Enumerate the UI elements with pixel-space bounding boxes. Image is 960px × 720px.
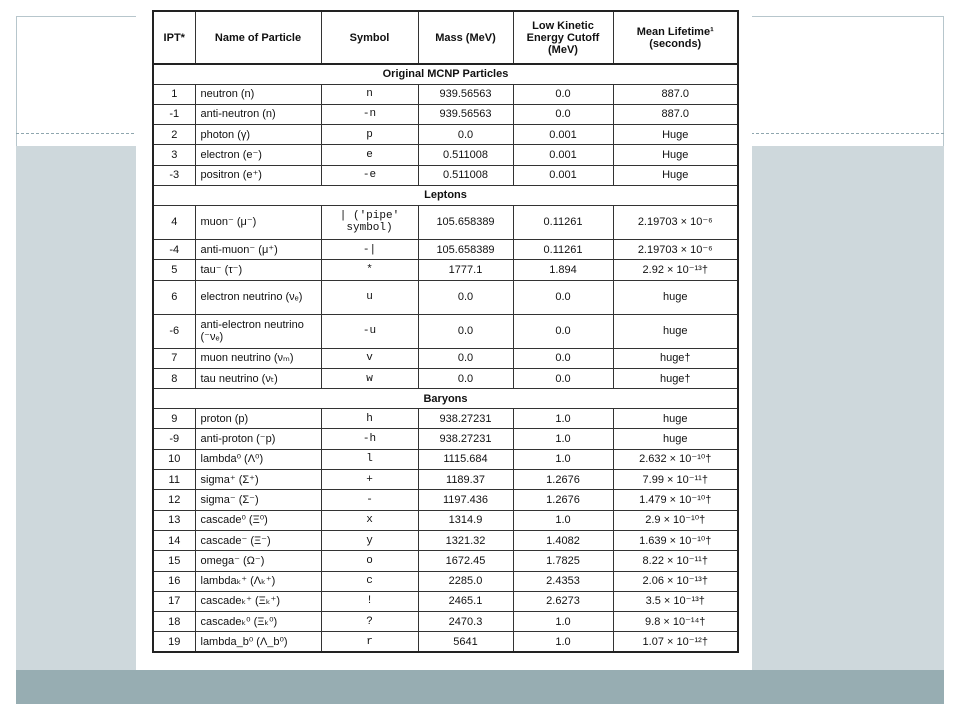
cell-lifetime: 2.06 × 10⁻¹³†	[613, 571, 738, 591]
cell-symbol: h	[321, 409, 418, 429]
cell-symbol: e	[321, 145, 418, 165]
cell-mass: 0.0	[418, 368, 513, 388]
cell-name: muon⁻ (μ⁻)	[195, 205, 321, 239]
cell-symbol: r	[321, 632, 418, 652]
cell-name: tau neutrino (νₜ)	[195, 368, 321, 388]
cell-ipt: 11	[153, 470, 195, 490]
cell-symbol: x	[321, 510, 418, 530]
cell-ipt: 10	[153, 449, 195, 469]
table-row	[153, 368, 738, 388]
header-lifetime: Mean Lifetime¹ (seconds)	[613, 11, 738, 64]
cell-mass: 0.0	[418, 280, 513, 314]
header-symbol: Symbol	[321, 11, 418, 64]
cell-name: proton (p)	[195, 409, 321, 429]
cell-lifetime: huge	[613, 280, 738, 314]
cell-symbol: c	[321, 571, 418, 591]
cell-mass: 0.0	[418, 348, 513, 368]
table-row	[153, 571, 738, 591]
cell-lifetime: 1.07 × 10⁻¹²†	[613, 632, 738, 652]
section-header-row	[153, 64, 738, 84]
cell-lifetime: 2.19703 × 10⁻⁶	[613, 205, 738, 239]
table-row	[153, 314, 738, 348]
cell-cutoff: 0.0	[513, 314, 613, 348]
cell-symbol: -h	[321, 429, 418, 449]
table-row	[153, 84, 738, 104]
cell-mass: 1197.436	[418, 490, 513, 510]
cell-ipt: 3	[153, 145, 195, 165]
table-row	[153, 551, 738, 571]
cell-ipt: 4	[153, 205, 195, 239]
cell-ipt: 15	[153, 551, 195, 571]
table-body	[153, 64, 738, 652]
cell-cutoff: 0.0	[513, 280, 613, 314]
slide-footer-bar	[16, 670, 944, 704]
header-ipt: IPT*	[153, 11, 195, 64]
cell-lifetime: 2.632 × 10⁻¹⁰†	[613, 449, 738, 469]
cell-cutoff: 1.0	[513, 632, 613, 652]
table-row	[153, 165, 738, 185]
cell-cutoff: 1.0	[513, 510, 613, 530]
table-row	[153, 409, 738, 429]
section-header-row	[153, 389, 738, 409]
cell-name: anti-electron neutrino (⁻νₑ)	[195, 314, 321, 348]
cell-ipt: 7	[153, 348, 195, 368]
cell-ipt: -4	[153, 239, 195, 259]
cell-lifetime: 1.479 × 10⁻¹⁰†	[613, 490, 738, 510]
cell-name: sigma⁻ (Σ⁻)	[195, 490, 321, 510]
table-row	[153, 429, 738, 449]
cell-symbol: w	[321, 368, 418, 388]
cell-ipt: 14	[153, 530, 195, 550]
table-row	[153, 490, 738, 510]
cell-name: lambdaₖ⁺ (Λₖ⁺)	[195, 571, 321, 591]
cell-cutoff: 0.11261	[513, 205, 613, 239]
cell-symbol: n	[321, 84, 418, 104]
cell-cutoff: 0.001	[513, 165, 613, 185]
cell-lifetime: 887.0	[613, 84, 738, 104]
cell-symbol: p	[321, 125, 418, 145]
cell-symbol: u	[321, 280, 418, 314]
cell-lifetime: 2.9 × 10⁻¹⁰†	[613, 510, 738, 530]
table-row	[153, 530, 738, 550]
header-cutoff: Low Kinetic Energy Cutoff (MeV)	[513, 11, 613, 64]
cell-mass: 0.0	[418, 314, 513, 348]
cell-mass: 939.56563	[418, 104, 513, 124]
cell-mass: 2470.3	[418, 612, 513, 632]
cell-ipt: 19	[153, 632, 195, 652]
cell-symbol: y	[321, 530, 418, 550]
cell-name: sigma⁺ (Σ⁺)	[195, 470, 321, 490]
cell-symbol: o	[321, 551, 418, 571]
cell-lifetime: huge	[613, 314, 738, 348]
cell-symbol: | ('pipe' symbol)	[321, 205, 418, 239]
cell-name: cascade⁻ (Ξ⁻)	[195, 530, 321, 550]
cell-name: tau⁻ (τ⁻)	[195, 260, 321, 280]
cell-lifetime: 1.639 × 10⁻¹⁰†	[613, 530, 738, 550]
cell-lifetime: 8.22 × 10⁻¹¹†	[613, 551, 738, 571]
cell-mass: 938.27231	[418, 429, 513, 449]
cell-ipt: -3	[153, 165, 195, 185]
table-row	[153, 104, 738, 124]
table-row	[153, 510, 738, 530]
cell-mass: 939.56563	[418, 84, 513, 104]
cell-cutoff: 1.2676	[513, 490, 613, 510]
cell-ipt: 5	[153, 260, 195, 280]
cell-mass: 105.658389	[418, 205, 513, 239]
cell-name: lambda⁰ (Λ⁰)	[195, 449, 321, 469]
cell-ipt: 1	[153, 84, 195, 104]
table-row	[153, 205, 738, 239]
cell-name: positron (e⁺)	[195, 165, 321, 185]
section-header-row	[153, 185, 738, 205]
header-name: Name of Particle	[195, 11, 321, 64]
cell-cutoff: 0.0	[513, 104, 613, 124]
cell-cutoff: 1.7825	[513, 551, 613, 571]
table-row	[153, 260, 738, 280]
cell-ipt: 12	[153, 490, 195, 510]
table-header-row	[153, 11, 738, 64]
cell-name: cascadeₖ⁰ (Ξₖ⁰)	[195, 612, 321, 632]
cell-cutoff: 0.0	[513, 348, 613, 368]
table-row	[153, 449, 738, 469]
cell-mass: 938.27231	[418, 409, 513, 429]
cell-name: lambda_b⁰ (Λ_b⁰)	[195, 632, 321, 652]
cell-ipt: 16	[153, 571, 195, 591]
cell-lifetime: 3.5 × 10⁻¹³†	[613, 591, 738, 611]
cell-lifetime: Huge	[613, 145, 738, 165]
cell-symbol: -n	[321, 104, 418, 124]
cell-mass: 0.511008	[418, 165, 513, 185]
cell-name: electron neutrino (νₑ)	[195, 280, 321, 314]
cell-symbol: v	[321, 348, 418, 368]
cell-name: anti-muon⁻ (μ⁺)	[195, 239, 321, 259]
cell-symbol: -	[321, 490, 418, 510]
cell-lifetime: huge	[613, 409, 738, 429]
cell-lifetime: Huge	[613, 125, 738, 145]
cell-mass: 0.511008	[418, 145, 513, 165]
table-row	[153, 280, 738, 314]
cell-mass: 1777.1	[418, 260, 513, 280]
cell-mass: 2465.1	[418, 591, 513, 611]
section-title: Original MCNP Particles	[153, 64, 738, 84]
table-row	[153, 470, 738, 490]
cell-cutoff: 1.4082	[513, 530, 613, 550]
cell-cutoff: 2.6273	[513, 591, 613, 611]
cell-cutoff: 1.0	[513, 429, 613, 449]
cell-ipt: 8	[153, 368, 195, 388]
cell-cutoff: 1.0	[513, 409, 613, 429]
cell-cutoff: 1.0	[513, 612, 613, 632]
cell-ipt: 2	[153, 125, 195, 145]
cell-name: anti-proton (⁻p)	[195, 429, 321, 449]
cell-symbol: *	[321, 260, 418, 280]
cell-lifetime: huge†	[613, 368, 738, 388]
cell-mass: 1321.32	[418, 530, 513, 550]
cell-ipt: 13	[153, 510, 195, 530]
cell-name: omega⁻ (Ω⁻)	[195, 551, 321, 571]
cell-cutoff: 0.11261	[513, 239, 613, 259]
cell-ipt: 6	[153, 280, 195, 314]
cell-ipt: -6	[153, 314, 195, 348]
cell-symbol: l	[321, 449, 418, 469]
cell-name: muon neutrino (νₘ)	[195, 348, 321, 368]
cell-symbol: !	[321, 591, 418, 611]
cell-lifetime: 2.19703 × 10⁻⁶	[613, 239, 738, 259]
cell-lifetime: 9.8 × 10⁻¹⁴†	[613, 612, 738, 632]
cell-name: cascadeₖ⁺ (Ξₖ⁺)	[195, 591, 321, 611]
cell-symbol: -|	[321, 239, 418, 259]
header-mass: Mass (MeV)	[418, 11, 513, 64]
particle-table	[152, 10, 739, 653]
cell-mass: 1672.45	[418, 551, 513, 571]
table-row	[153, 125, 738, 145]
cell-lifetime: huge†	[613, 348, 738, 368]
cell-name: anti-neutron (n)	[195, 104, 321, 124]
cell-ipt: 9	[153, 409, 195, 429]
cell-lifetime: huge	[613, 429, 738, 449]
table-row	[153, 239, 738, 259]
cell-ipt: -9	[153, 429, 195, 449]
cell-symbol: -u	[321, 314, 418, 348]
cell-mass: 0.0	[418, 125, 513, 145]
cell-cutoff: 1.0	[513, 449, 613, 469]
cell-cutoff: 0.0	[513, 84, 613, 104]
cell-name: cascade⁰ (Ξ⁰)	[195, 510, 321, 530]
cell-mass: 1189.37	[418, 470, 513, 490]
cell-cutoff: 0.0	[513, 368, 613, 388]
cell-cutoff: 0.001	[513, 125, 613, 145]
cell-cutoff: 2.4353	[513, 571, 613, 591]
table-row	[153, 612, 738, 632]
cell-mass: 1314.9	[418, 510, 513, 530]
cell-symbol: +	[321, 470, 418, 490]
section-title: Baryons	[153, 389, 738, 409]
cell-lifetime: 7.99 × 10⁻¹¹†	[613, 470, 738, 490]
cell-ipt: -1	[153, 104, 195, 124]
table-row	[153, 348, 738, 368]
cell-cutoff: 1.894	[513, 260, 613, 280]
cell-lifetime: Huge	[613, 165, 738, 185]
section-title: Leptons	[153, 185, 738, 205]
table-row	[153, 591, 738, 611]
cell-cutoff: 0.001	[513, 145, 613, 165]
cell-name: photon (γ)	[195, 125, 321, 145]
cell-ipt: 17	[153, 591, 195, 611]
particle-table-image	[136, 0, 752, 670]
table-row	[153, 145, 738, 165]
cell-lifetime: 2.92 × 10⁻¹³†	[613, 260, 738, 280]
cell-name: electron (e⁻)	[195, 145, 321, 165]
cell-ipt: 18	[153, 612, 195, 632]
cell-symbol: ?	[321, 612, 418, 632]
cell-mass: 5641	[418, 632, 513, 652]
cell-symbol: -e	[321, 165, 418, 185]
cell-lifetime: 887.0	[613, 104, 738, 124]
table-row	[153, 632, 738, 652]
cell-cutoff: 1.2676	[513, 470, 613, 490]
cell-name: neutron (n)	[195, 84, 321, 104]
cell-mass: 1115.684	[418, 449, 513, 469]
cell-mass: 2285.0	[418, 571, 513, 591]
cell-mass: 105.658389	[418, 239, 513, 259]
